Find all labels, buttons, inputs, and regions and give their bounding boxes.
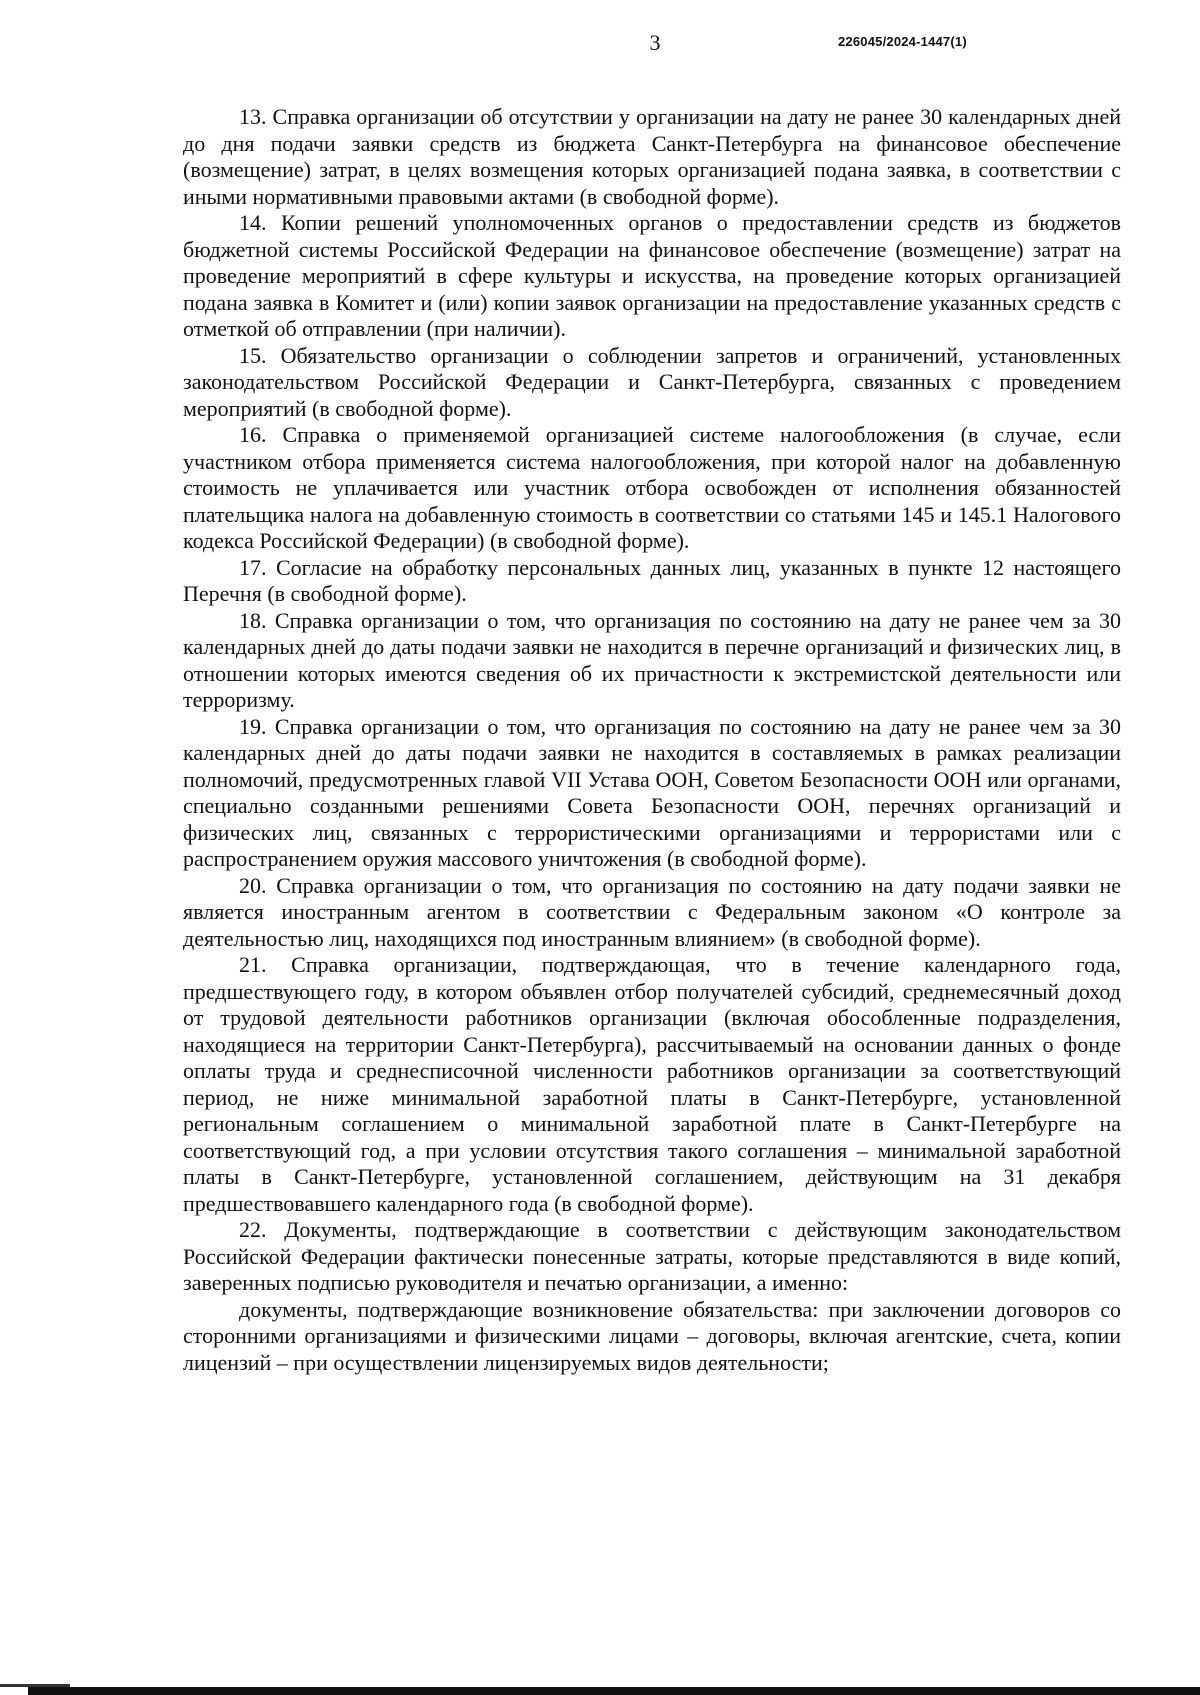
- paragraph-18: 18. Справка организации о том, что организация по состоянию на дату не ранее чем за 30 календарных дней до даты подачи заявки не находится в перечне организаций и физических лиц, в отношении которых имеются сведения об их причастности к экстремистской деятельности или терроризму.: [183, 607, 1121, 712]
- paragraph-17: 17. Согласие на обработку персональных данных лиц, указанных в пункте 12 настоящего Перечня (в свободной форме).: [183, 554, 1121, 606]
- document-body: [183, 104, 1121, 1376]
- paragraph-15: 15. Обязательство организации о соблюдении запретов и ограничений, установленных законодательством Российской Федерации и Санкт-Петербурга, связанных с проведением мероприятий (в свободной форме).: [183, 342, 1121, 421]
- paragraph-20: 20. Справка организации о том, что организация по состоянию на дату подачи заявки не является иностранным агентом в соответствии с Федеральным законом «О контроле за деятельностью лиц, находящихся под иностранным влиянием» (в свободной форме).: [183, 872, 1121, 951]
- scan-edge-bar: [28, 1687, 1200, 1695]
- paragraph-19: 19. Справка организации о том, что организация по состоянию на дату не ранее чем за 30 календарных дней до даты подачи заявки не находится в составляемых в рамках реализации полномочий, предусмотренных главой VII Устава ООН, Советом Безопасности ООН или органами, специально созданными решениями Совета Безопасности ООН, перечнях организаций и физических лиц, связанных с террористическими организациями и террористами или с распространением оружия массового уничтожения (в свободной форме).: [183, 713, 1121, 871]
- paragraph-22: 22. Документы, подтверждающие в соответствии с действующим законодательством Российской Федерации фактически понесенные затраты, которые представляются в виде копий, заверенных подписью руководителя и печатью организации, а именно:: [183, 1217, 1121, 1295]
- paragraph-21: 21. Справка организации, подтверждающая, что в течение календарного года, предшествующего году, в котором объявлен отбор получателей субсидий, среднемесячный доход от трудовой деятельности работников организации (включая обособленные подразделения, находящиеся на территории Санкт-Петербурга), рассчитываемый на основании данных о фонде оплаты труда и среднесписочной численности работников организации за соответствующий период, не ниже минимальной заработной платы в Санкт-Петербурге, установленной региональным соглашением о минимальной заработной плате в Санкт-Петербурге на соответствующий год, а при условии отсутствия такого соглашения – минимальной заработной платы в Санкт-Петербурге, установленной соглашением, действующим на 31 декабря предшествовавшего календарного года (в свободной форме).: [183, 952, 1121, 1216]
- page-number: 3: [649, 30, 661, 55]
- paragraph-16: 16. Справка о применяемой организацией системе налогообложения (в случае, если участником отбора применяется система налогообложения, при которой налог на добавленную стоимость не уплачивается или участник отбора освобожден от исполнения обязанностей плательщика налога на добавленную стоимость в соответствии со статьями 145 и 145.1 Налогового кодекса Российской Федерации) (в свободной форме).: [183, 422, 1121, 553]
- document-id: 226045/2024-1447(1): [838, 34, 967, 49]
- paragraph-22-documents: документы, подтверждающие возникновение обязательства: при заключении договоров со сторонними организациями и физическими лицами – договоры, включая агентские, счета, копии лицензий – при осуществлении лицензируемых видов деятельности;: [183, 1296, 1121, 1375]
- paragraph-14: 14. Копии решений уполномоченных органов о предоставлении средств из бюджетов бюджетной системы Российской Федерации на финансовое обеспечение (возмещение) затрат на проведение мероприятий в сфере культуры и искусства, на проведение которых организацией подана заявка в Комитет и (или) копии заявок организации на предоставление указанных средств с отметкой об отправлении (при наличии).: [183, 210, 1121, 341]
- paragraph-13: 13. Справка организации об отсутствии у организации на дату не ранее 30 календарных дней до дня подачи заявки средств из бюджета Санкт-Петербурга на финансовое обеспечение (возмещение) затрат, в целях возмещения которых организацией подана заявка, в соответствии с иными нормативными правовыми актами (в свободной форме).: [183, 104, 1121, 209]
